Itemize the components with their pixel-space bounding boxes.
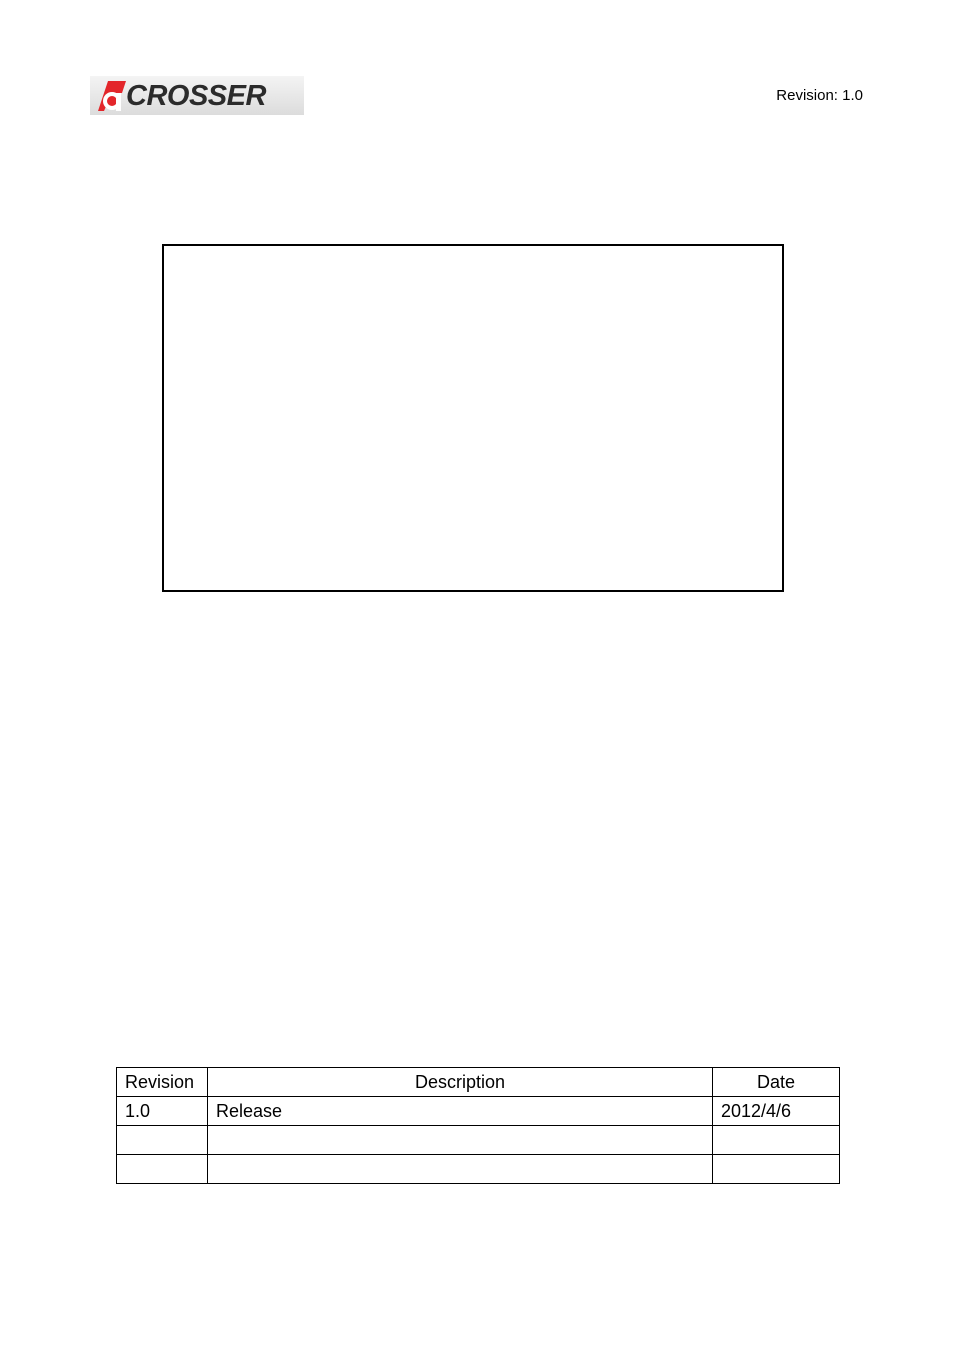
cell-date: 2012/4/6 [713, 1097, 840, 1126]
cell-date [713, 1126, 840, 1155]
revision-header: Revision: 1.0 [776, 87, 863, 104]
table-row [117, 1097, 840, 1126]
logo-wordmark: CROSSER [126, 80, 266, 112]
cell-date [713, 1155, 840, 1184]
table-row [117, 1155, 840, 1184]
revision-history-table [116, 1067, 840, 1184]
table-row [117, 1126, 840, 1155]
header-revision: Revision [117, 1068, 208, 1097]
cell-description [208, 1126, 713, 1155]
cell-revision: 1.0 [117, 1097, 208, 1126]
acrosser-logo-mark-icon [92, 79, 128, 113]
table-header-row [117, 1068, 840, 1097]
cell-description: Release [208, 1097, 713, 1126]
cell-revision [117, 1126, 208, 1155]
header-description: Description [208, 1068, 713, 1097]
cell-revision [117, 1155, 208, 1184]
header-date: Date [713, 1068, 840, 1097]
empty-frame-box [162, 244, 784, 592]
cell-description [208, 1155, 713, 1184]
acrosser-logo [90, 76, 304, 115]
